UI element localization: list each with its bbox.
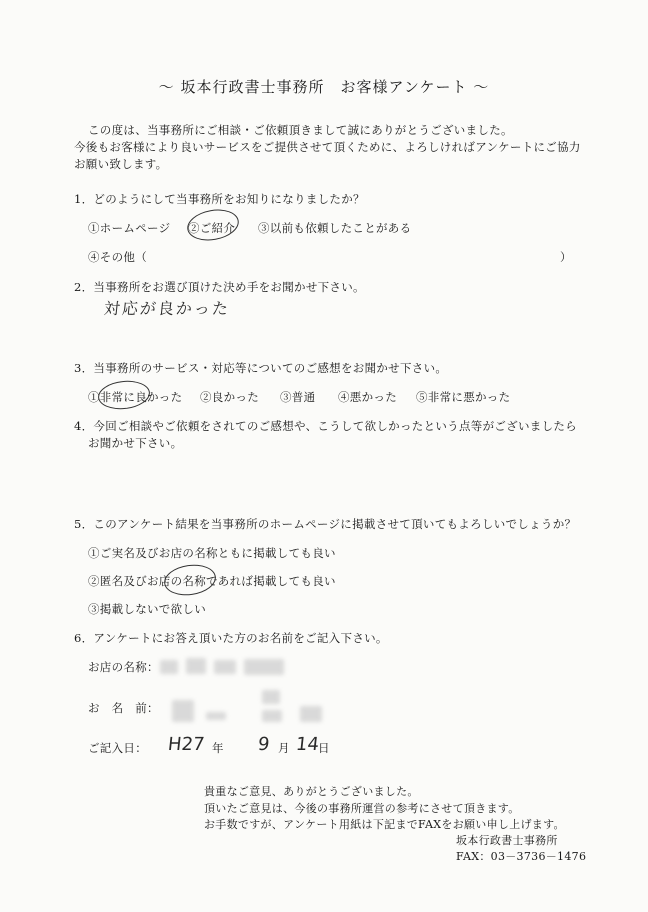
day-value-handwritten: 14 — [294, 734, 321, 755]
month-unit: 月 — [278, 741, 290, 755]
redacted-customer-name-1 — [172, 700, 194, 722]
day-unit: 日 — [318, 741, 330, 755]
intro-line-3: お願い致します。 — [74, 157, 168, 171]
year-unit: 年 — [212, 741, 224, 755]
q3-selection-circle — [97, 378, 152, 411]
q5-option-anonymous: ②匿名及びお店の名称であれば掲載しても良い — [88, 574, 336, 588]
q3-option-good: ②良かった — [200, 390, 259, 404]
month-value-handwritten: 9 — [256, 734, 271, 755]
footer-line-2: 頂いたご意見は、今後の事務所運営の参考にさせて頂きます。 — [204, 802, 520, 815]
q1-selection-circle — [185, 206, 241, 245]
footer-line-1: 貴重なご意見、ありがとうございました。 — [204, 785, 419, 798]
shop-name-label: お店の名称： — [88, 660, 159, 674]
q1-option-other: ④その他（ — [88, 250, 147, 264]
q5-question: 5．このアンケート結果を当事務所のホームページに掲載させて頂いてもよろしいでしょうか？ — [74, 517, 577, 531]
q5-selection-circle — [162, 562, 218, 599]
footer-line-3: お手数ですが、アンケート用紙は下記までFAXをお願い申し上げます。 — [204, 818, 565, 831]
q3-option-very-good: ①非常に良かった — [88, 390, 183, 404]
q6-question: 6．アンケートにお答え頂いた方のお名前をご記入下さい。 — [74, 631, 388, 645]
redacted-customer-name-4 — [262, 710, 282, 722]
survey-title: ～ 坂本行政書士事務所 お客様アンケート ～ — [158, 78, 490, 96]
redacted-customer-name-2 — [206, 712, 226, 720]
intro-line-1: この度は、当事務所にご相談・ご依頼頂きまして誠にありがとうございました。 — [88, 123, 513, 137]
q1-option-homepage: ①ホームページ — [88, 221, 171, 235]
intro-line-2: 今後もお客様により良いサービスをご提供させて頂くために、よろしければアンケートにご協力 — [74, 140, 581, 154]
q3-option-bad: ④悪かった — [338, 390, 397, 404]
date-era-handwritten: H27 — [166, 734, 206, 755]
q1-question: 1．どのようにして当事務所をお知りになりましたか？ — [74, 192, 365, 206]
redacted-shop-name-4 — [244, 659, 284, 675]
redacted-shop-name-1 — [160, 660, 178, 674]
footer-office-name: 坂本行政書士事務所 — [456, 834, 558, 847]
q3-option-very-bad: ⑤非常に悪かった — [416, 390, 511, 404]
redacted-shop-name-3 — [214, 660, 236, 674]
redacted-customer-name-5 — [300, 706, 322, 722]
q1-option-previous: ③以前も依頼したことがある — [258, 221, 412, 235]
redacted-customer-name-3 — [262, 690, 280, 704]
redacted-shop-name-2 — [186, 658, 206, 674]
customer-name-label: お 名 前： — [88, 701, 159, 715]
q2-question: 2．当事務所をお選び頂けた決め手をお聞かせ下さい。 — [74, 280, 365, 294]
q3-question: 3．当事務所のサービス・対応等についてのご感想をお聞かせ下さい。 — [74, 361, 448, 375]
q3-option-normal: ③普通 — [280, 390, 316, 404]
q5-option-do-not-post: ③掲載しないで欲しい — [88, 602, 206, 616]
q1-other-close: ） — [560, 250, 572, 264]
q1-option-referral: ②ご紹介 — [188, 221, 236, 235]
q2-handwritten-answer: 対応が良かった — [102, 299, 231, 318]
q4-question-line-1: 4．今回ご相談やご依頼をされてのご感想や、こうして欲しかったという点等がございましたら — [74, 419, 577, 433]
footer-fax: FAX：03－3736－1476 — [456, 850, 587, 863]
q5-option-real-name: ①ご実名及びお店の名称ともに掲載しても良い — [88, 546, 336, 560]
q4-question-line-2: お聞かせ下さい。 — [88, 436, 183, 450]
date-label: ご記入日： — [88, 741, 147, 755]
